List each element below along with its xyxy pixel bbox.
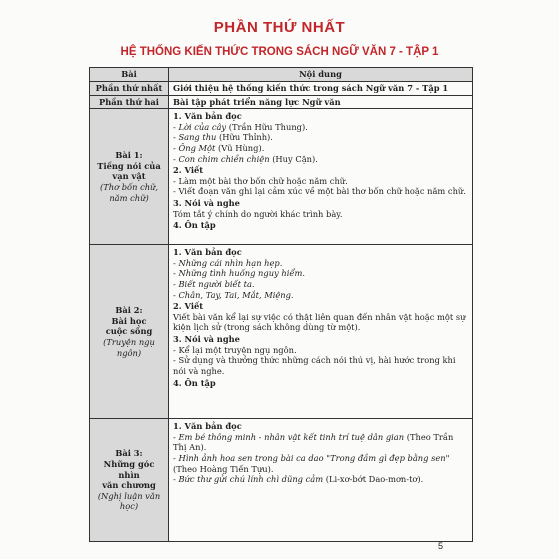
content-table — [89, 67, 473, 542]
content-line — [173, 290, 468, 301]
content-line — [173, 258, 468, 269]
content-line — [173, 132, 468, 143]
section-heading: 3. Nói và nghe — [173, 334, 240, 345]
content-line — [173, 355, 468, 376]
lesson-title-line: Những góc nhìn — [103, 459, 155, 480]
line-title-italic: Những cái nhìn hạn hẹp. — [178, 257, 283, 268]
line-text: - — [173, 143, 179, 154]
section-heading: 3. Nói và nghe — [173, 198, 240, 209]
line-title-italic: Những tình huống nguy hiểm. — [178, 268, 305, 279]
lesson-title-cell — [90, 109, 169, 245]
lesson-content-cell — [169, 245, 473, 419]
line-text: - — [173, 279, 179, 290]
line-rest: (Theo Trần Thị An). — [173, 431, 454, 453]
line-title-italic: Chân, Tay, Tai, Mắt, Miệng. — [178, 289, 294, 300]
line-text: - — [173, 431, 179, 442]
line-title-italic: Lời của cây — [178, 121, 227, 132]
line-rest: (Theo Hoàng Tiến Tựu). — [173, 463, 274, 474]
lesson-title-line: Bài 2: — [115, 305, 143, 316]
line-text: - — [173, 257, 179, 268]
lesson-title-line: Bài 3: — [115, 448, 143, 459]
section-heading: 4. Ôn tập — [173, 377, 216, 388]
line-text: Viết bài văn kể lại sự việc có thật liên quan đến nhân vật hoặc một sự kiện lịch sử (trong sách không dùng từ một). — [173, 311, 466, 333]
line-text: - — [173, 474, 179, 485]
row-content: Giới thiệu hệ thống kiến thức trong sách Ngữ văn 7 - Tập 1 — [169, 82, 473, 96]
line-text: - Viết đoạn văn ghi lại cảm xúc về một bài thơ bốn chữ hoặc năm chữ. — [173, 186, 466, 197]
lesson-title-line: Bài học — [111, 315, 147, 326]
content-line — [173, 154, 468, 165]
lesson-row — [90, 419, 473, 542]
line-text: - — [173, 453, 179, 464]
line-text: Tóm tắt ý chính do người khác trình bày. — [173, 208, 343, 219]
lesson-row — [90, 245, 473, 419]
line-text: - Làm một bài thơ bốn chữ hoặc năm chữ. — [173, 175, 348, 186]
line-title-italic: Hình ảnh hoa sen trong bài ca dao "Trong đầm gì đẹp bằng sen" — [178, 453, 450, 464]
content-line — [173, 186, 468, 197]
line-title-italic: Biết người biết ta. — [178, 279, 255, 290]
row-label: Phần thứ nhất — [90, 82, 169, 96]
content-line — [173, 432, 468, 453]
table-header-row — [90, 68, 473, 82]
content-line — [173, 279, 468, 290]
lesson-title-line: văn chương — [102, 480, 156, 491]
row-label: Phần thứ hai — [90, 95, 169, 109]
lesson-genre-line: (Nghị luận văn — [97, 490, 161, 501]
content-line — [173, 209, 468, 220]
page-number: 5 — [438, 541, 444, 551]
section-heading: 2. Viết — [173, 165, 204, 176]
lesson-title-line: Tiếng nói của — [97, 160, 161, 171]
content-line — [173, 268, 468, 279]
lesson-title-line: cuộc sống — [105, 326, 153, 337]
table-row — [90, 82, 473, 96]
section-heading: 2. Viết — [173, 301, 204, 312]
page-title: PHẦN THỨ NHẤT — [213, 19, 346, 36]
section-heading: 1. Văn bản đọc — [173, 247, 242, 258]
line-text: - Sử dụng và thưởng thức những cách nói thú vị, hài hước trong khi nói và nghe. — [173, 355, 456, 376]
section-heading: 4. Ôn tập — [173, 220, 216, 231]
lesson-row — [90, 109, 473, 245]
line-title-italic: Ông Một — [178, 143, 216, 154]
header-cell-lesson: Bài — [90, 68, 169, 82]
line-title-italic: Con chim chiền chiện — [178, 153, 270, 164]
lesson-content-cell — [169, 109, 473, 245]
content-line — [173, 345, 468, 356]
content-line — [173, 143, 468, 154]
table-row — [90, 95, 473, 109]
line-rest: (Huy Cận). — [269, 153, 318, 164]
line-text: - — [173, 132, 179, 143]
line-rest: (Li-xơ-bớt Dao-mơn-tơ). — [323, 474, 424, 485]
line-text: - — [173, 153, 179, 164]
page-subtitle: HỆ THỐNG KIẾN THỨC TRONG SÁCH NGỮ VĂN 7 - TẬP 1 — [120, 46, 439, 58]
lesson-title-line: vạn vật — [112, 171, 146, 182]
content-line — [173, 474, 468, 485]
line-text: - — [173, 121, 179, 132]
line-rest: (Vũ Hùng). — [215, 143, 265, 154]
lesson-genre-line: học) — [119, 501, 139, 512]
lesson-genre-line: (Thơ bốn chữ, — [99, 182, 159, 193]
lesson-title-line: Bài 1: — [115, 150, 143, 161]
content-line — [173, 122, 468, 133]
lesson-genre-line: năm chữ) — [109, 192, 149, 203]
header-cell-content: Nội dung — [169, 68, 473, 82]
line-rest: (Trần Hữu Thung). — [226, 121, 308, 132]
lesson-genre-line: (Truyện ngụ ngôn) — [103, 337, 155, 358]
lesson-content-cell — [169, 419, 473, 542]
line-text: - — [173, 268, 179, 279]
line-title-italic: Em bé thông minh - nhân vật kết tinh trí tuệ dân gian — [178, 431, 405, 442]
line-text: - — [173, 289, 179, 300]
line-text: - Kể lại một truyện ngụ ngôn. — [173, 344, 297, 355]
row-content: Bài tập phát triển năng lực Ngữ văn — [169, 95, 473, 109]
lesson-title-cell — [90, 245, 169, 419]
section-heading: 1. Văn bản đọc — [173, 421, 242, 432]
content-line — [173, 176, 468, 187]
section-heading: 1. Văn bản đọc — [173, 111, 242, 122]
line-title-italic: Bức thư gửi chú lính chì dũng cảm — [178, 474, 324, 485]
line-title-italic: Sang thu — [178, 132, 217, 143]
lesson-title-cell — [90, 419, 169, 542]
line-rest: (Hữu Thỉnh). — [216, 132, 273, 143]
content-line — [173, 453, 468, 474]
content-line — [173, 312, 468, 333]
